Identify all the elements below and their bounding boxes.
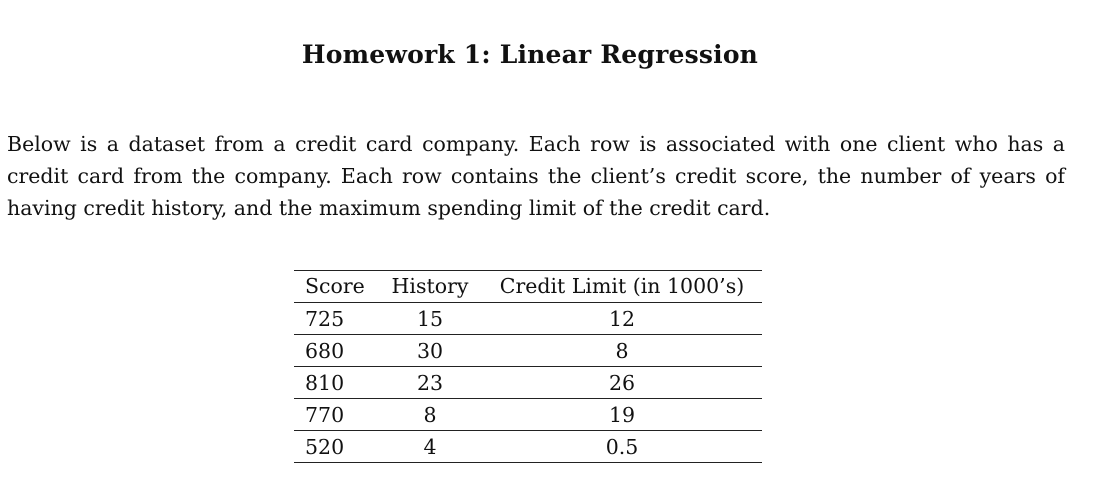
table-header xyxy=(294,271,762,303)
cell-history: 30 xyxy=(416,338,444,363)
cell-credit-limit: 8 xyxy=(615,338,629,363)
cell-history: 4 xyxy=(423,434,437,459)
table-row xyxy=(294,335,762,367)
cell-credit-limit: 19 xyxy=(608,402,636,427)
cell-score: 810 xyxy=(305,370,345,395)
table-header-row xyxy=(294,271,762,303)
cell-score: 520 xyxy=(305,434,345,459)
cell-score: 770 xyxy=(305,402,345,427)
header-score: Score xyxy=(305,274,365,298)
cell-score: 680 xyxy=(305,338,345,363)
table-row xyxy=(294,303,762,335)
cell-history: 23 xyxy=(416,370,444,395)
intro-paragraph: Below is a dataset from a credit card company. Each row is associated with one client who has a credit card from the company. Each row contains the client’s credit score, the number of years of having credit history, and the maximum spending limit of the credit card. xyxy=(7,132,1065,220)
cell-credit-limit: 0.5 xyxy=(605,434,639,459)
dataset-table xyxy=(294,270,762,463)
cell-credit-limit: 26 xyxy=(608,370,636,395)
table-row xyxy=(294,399,762,431)
table-row xyxy=(294,431,762,463)
cell-history: 15 xyxy=(416,306,444,331)
cell-history: 8 xyxy=(423,402,437,427)
header-credit-limit: Credit Limit (in 1000’s) xyxy=(499,274,745,298)
dataset-table-container xyxy=(294,270,762,463)
table-row xyxy=(294,367,762,399)
cell-score: 725 xyxy=(305,306,345,331)
cell-credit-limit: 12 xyxy=(608,306,636,331)
header-history: History xyxy=(391,274,469,298)
table-body xyxy=(294,303,762,463)
document-title: Homework 1: Linear Regression xyxy=(301,40,759,69)
